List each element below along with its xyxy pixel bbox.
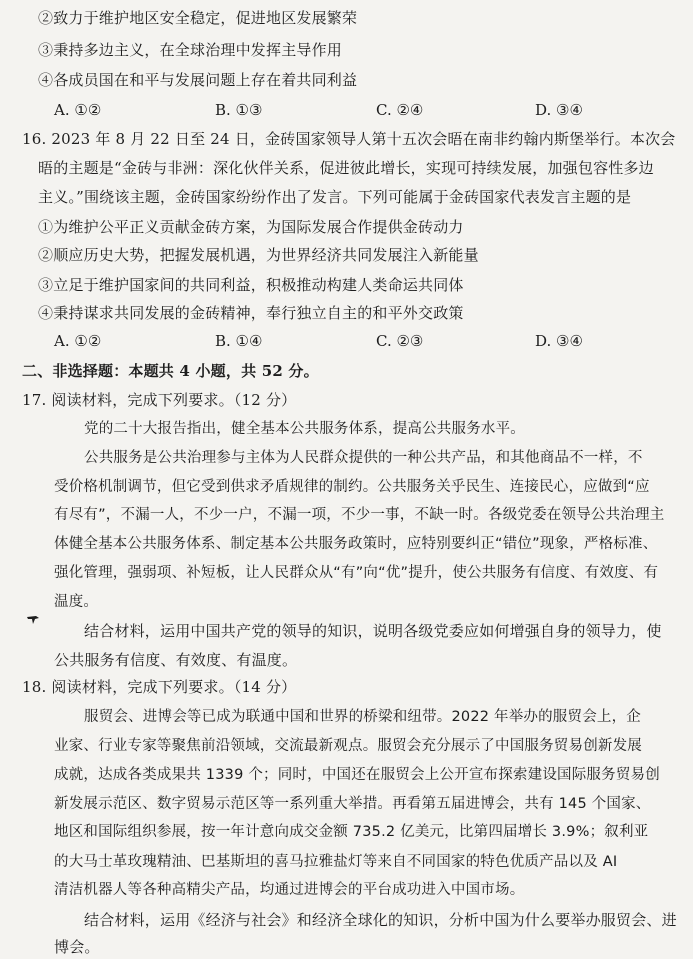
q17-material-line-1: 党的二十大报告指出，健全基本公共服务体系，提高公共服务水平。: [84, 421, 525, 437]
q17-material-line-2: 公共服务是公共治理参与主体为人民群众提供的一种公共产品，和其他商品不一样，不: [84, 450, 643, 466]
q15-item-2: ②致力于维护地区安全稳定，促进地区发展繁荣: [38, 9, 358, 27]
q18-material-line-6: 的大马士革玫瑰精油、巴基斯坦的喜马拉雅盐灯等来自不同国家的特色优质产品以及 AI: [54, 854, 618, 870]
q17-material-line-5: 体健全基本公共服务体系、制定基本公共服务政策时，应特别要纠正“错位”现象，严格标准、: [54, 536, 658, 552]
q15-option-a: A. ①②: [54, 101, 102, 119]
q15-option-d: D. ③④: [535, 101, 583, 119]
q18-title: 18. 阅读材料，完成下列要求。（14 分）: [22, 678, 297, 696]
q17-material-line-7: 温度。: [54, 594, 99, 610]
q15-option-b: B. ①③: [215, 101, 263, 119]
q17-question-line-2: 公共服务有信度、有效度、有温度。: [54, 651, 298, 669]
q15-item-3: ③秉持多边主义，在全球治理中发挥主导作用: [38, 41, 343, 59]
section-heading: 二、非选择题：本题共 4 小题，共 52 分。: [22, 362, 319, 380]
q16-stem-line-1: 16. 2023 年 8 月 22 日至 24 日，金砖国家领导人第十五次会晤在南非约翰内斯堡举行。本次会: [22, 130, 676, 148]
q17-material-line-4: 有尽有”，不漏一人，不少一户，不漏一项，不少一事，不缺一时。各级党委在领导公共治理主: [54, 507, 665, 523]
q18-material-line-1: 服贸会、进博会等已成为联通中国和世界的桥梁和纽带。2022 年举办的服贸会上，企: [84, 709, 642, 725]
q17-question-line-1: 结合材料，运用中国共产党的领导的知识，说明各级党委应如何增强自身的领导力，使: [84, 622, 662, 640]
q16-option-c: C. ②③: [376, 332, 424, 350]
ink-blot-icon: [27, 616, 39, 624]
q16-item-4: ④秉持谋求共同发展的金砖精神，奉行独立自主的和平外交政策: [38, 304, 464, 322]
q16-item-2: ②顺应历史大势，把握发展机遇，为世界经济共同发展注入新能量: [38, 246, 479, 264]
q17-material-line-3: 受价格机制调节，但它受到供求矛盾规律的制约。公共服务关乎民生、连接民心，应做到“应: [54, 479, 650, 495]
q16-option-a: A. ①②: [54, 332, 102, 350]
q16-item-3: ③立足于维护国家间的共同利益，积极推动构建人类命运共同体: [38, 276, 464, 294]
q17-title: 17. 阅读材料，完成下列要求。（12 分）: [22, 391, 297, 409]
q18-question-line-1: 结合材料，运用《经济与社会》和经济全球化的知识，分析中国为什么要举办服贸会、进: [84, 911, 677, 929]
q16-stem-line-3: 主义。”围绕该主题，金砖国家纷纷作出了发言。下列可能属于金砖国家代表发言主题的是: [38, 188, 632, 206]
q16-option-b: B. ①④: [215, 332, 263, 350]
q16-item-1: ①为维护公平正义贡献金砖方案，为国际发展合作提供金砖动力: [38, 218, 464, 236]
q15-option-c: C. ②④: [376, 101, 424, 119]
q17-material-line-6: 强化管理，强弱项、补短板，让人民群众从“有”向“优”提升，使公共服务有信度、有效度、有: [54, 565, 659, 581]
q18-material-line-3: 成就，达成各类成果共 1339 个；同时，中国还在服贸会上公开宣布探索建设国际服务贸易创: [54, 767, 660, 783]
q18-material-line-4: 新发展示范区、数字贸易示范区等一系列重大举措。再看第五届进博会，共有 145 个国家、: [54, 796, 651, 812]
q18-question-line-2: 博会。: [54, 938, 100, 956]
q16-stem-line-2: 晤的主题是“金砖与非洲：深化伙伴关系，促进彼此增长，实现可持续发展，加强包容性多边: [38, 159, 654, 177]
q18-material-line-7: 清洁机器人等各种高精尖产品，均通过进博会的平台成功进入中国市场。: [54, 882, 525, 898]
q18-material-line-5: 地区和国际组织参展，按一年计意向成交金额 735.2 亿美元，比第四届增长 3.9%；叙利亚: [54, 824, 649, 840]
q16-option-d: D. ③④: [535, 332, 583, 350]
q15-item-4: ④各成员国在和平与发展问题上存在着共同利益: [38, 71, 358, 89]
q18-material-line-2: 业家、行业专家等聚焦前沿领域，交流最新观点。服贸会充分展示了中国服务贸易创新发展: [54, 738, 642, 754]
